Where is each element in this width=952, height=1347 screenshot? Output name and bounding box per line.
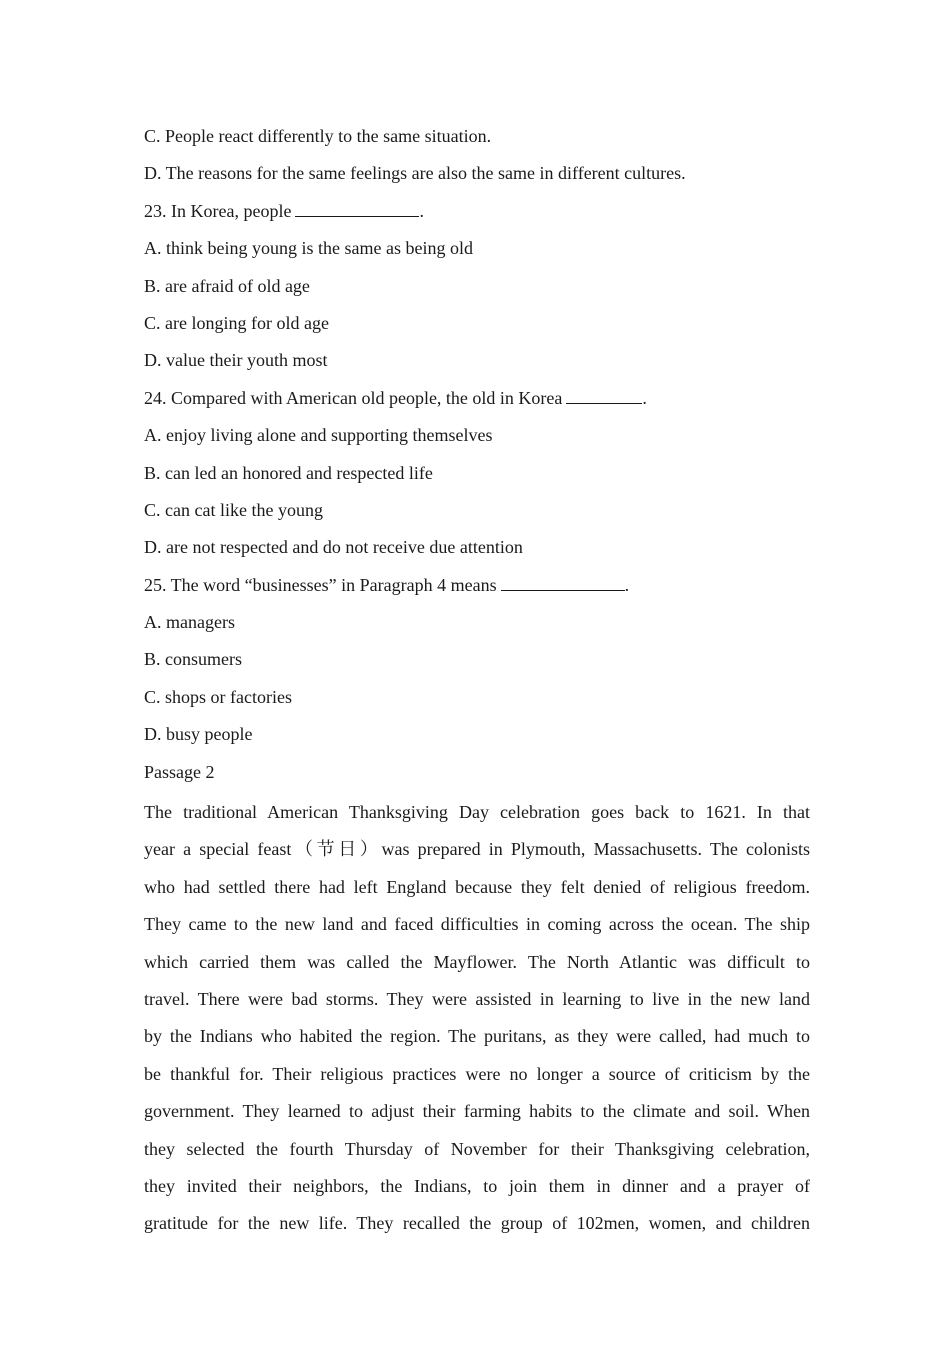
q23-stem-text: 23. In Korea, people	[144, 200, 292, 221]
passage-line: gratitude for the new life. They recalled the group of 102men, women, and children	[144, 1213, 810, 1234]
passage-line: be thankful for. Their religious practices were no longer a source of criticism by the	[144, 1063, 810, 1084]
q23-answer-blank[interactable]	[295, 198, 419, 217]
q25-answer-blank[interactable]	[501, 572, 625, 591]
passage-line: year a special feast（节日）was prepared in Plymouth, Massachusetts. The colonists	[144, 839, 810, 860]
q24-option-d: D. are not respected and do not receive due attention	[144, 537, 523, 558]
passage-body	[144, 794, 810, 1243]
q24-option-b: B. can led an honored and respected life	[144, 462, 433, 483]
q25-option-a: A. managers	[144, 612, 235, 633]
q23-option-c: C. are longing for old age	[144, 312, 329, 333]
q23-stem	[144, 196, 810, 233]
passage-line: who had settled there had left England because they felt denied of religious freedom.	[144, 876, 810, 897]
passage-line: by the Indians who habited the region. The puritans, as they were called, had much to	[144, 1026, 810, 1047]
q23-option-b: B. are afraid of old age	[144, 275, 310, 296]
passage-heading: Passage 2	[144, 761, 215, 782]
q25-stem	[144, 570, 810, 607]
q24-answer-blank[interactable]	[566, 385, 642, 404]
q22-option-c: C. People react differently to the same situation.	[144, 126, 492, 146]
q23-option-a: A. think being young is the same as being old	[144, 238, 473, 259]
q25-stem-text: 25. The word “businesses” in Paragraph 4 means	[144, 574, 497, 595]
q24-option-c: C. can cat like the young	[144, 499, 323, 520]
q24-stem	[144, 383, 810, 420]
q22-option-d: D. The reasons for the same feelings are also the same in different cultures.	[144, 163, 686, 184]
q25-option-c: C. shops or factories	[144, 686, 292, 707]
page-content	[144, 121, 810, 1243]
passage-line: they invited their neighbors, the Indians, to join them in dinner and a prayer of	[144, 1175, 810, 1196]
passage-line: they selected the fourth Thursday of November for their Thanksgiving celebration,	[144, 1138, 810, 1159]
passage-line: which carried them was called the Mayflower. The North Atlantic was difficult to	[144, 951, 810, 972]
q24-option-a: A. enjoy living alone and supporting themselves	[144, 425, 493, 446]
passage-line: They came to the new land and faced difficulties in coming across the ocean. The ship	[144, 914, 810, 935]
q25-option-b: B. consumers	[144, 649, 242, 670]
passage-line: government. They learned to adjust their farming habits to the climate and soil. When	[144, 1101, 810, 1122]
passage-line: travel. There were bad storms. They were assisted in learning to live in the new land	[144, 988, 810, 1009]
q25-option-d: D. busy people	[144, 724, 253, 745]
q23-option-d: D. value their youth most	[144, 350, 328, 371]
q23-stem-end: .	[419, 200, 424, 221]
passage-line: The traditional American Thanksgiving Day celebration goes back to 1621. In that	[144, 802, 810, 823]
q24-stem-end: .	[642, 387, 647, 408]
q24-stem-text: 24. Compared with American old people, the old in Korea	[144, 387, 563, 408]
q25-stem-end: .	[624, 574, 630, 595]
